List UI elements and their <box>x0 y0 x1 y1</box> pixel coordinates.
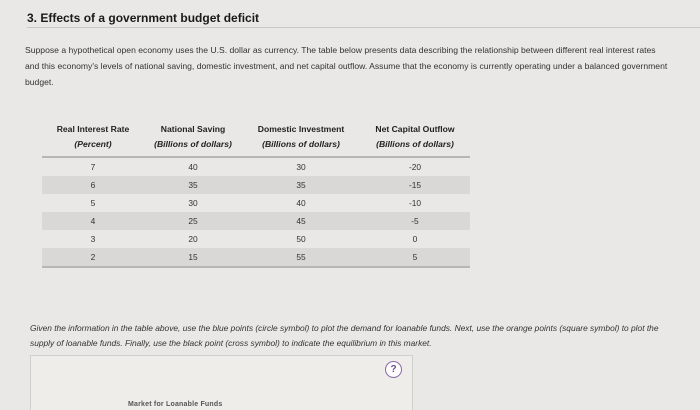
graph-title: Market for Loanable Funds <box>128 401 223 408</box>
data-table <box>42 124 470 268</box>
header-real-interest-rate <box>42 124 144 157</box>
table-cell: -10 <box>408 198 422 208</box>
table-row <box>42 194 470 212</box>
table-cell: 4 <box>42 212 144 230</box>
table-cell: 35 <box>242 176 360 194</box>
help-button[interactable] <box>385 361 402 378</box>
table-cell: 30 <box>296 162 306 172</box>
table-cell: 7 <box>90 162 96 172</box>
table-cell: 20 <box>188 234 198 244</box>
header-domestic-investment <box>242 124 360 157</box>
header-label: National Saving <box>160 124 226 134</box>
header-unit: (Percent) <box>74 139 112 149</box>
header-label: Net Capital Outflow <box>375 124 455 134</box>
header-unit: (Billions of dollars) <box>262 139 340 149</box>
table-cell: 25 <box>144 212 242 230</box>
table-row <box>42 230 470 248</box>
table-cell: -15 <box>360 176 470 194</box>
table-cell: -5 <box>360 212 470 230</box>
table-cell: 6 <box>42 176 144 194</box>
table-row <box>42 212 470 230</box>
question-mark-icon: ? <box>390 363 397 375</box>
table-cell: 0 <box>412 234 418 244</box>
table-cell: 30 <box>188 198 198 208</box>
table-row <box>42 248 470 267</box>
table-cell: -20 <box>408 162 422 172</box>
table-row <box>42 176 470 194</box>
table-header-row <box>42 124 470 157</box>
table-cell: 40 <box>296 198 306 208</box>
table-cell: 2 <box>42 248 144 267</box>
header-national-saving <box>144 124 242 157</box>
title-divider <box>27 27 700 28</box>
table-cell: 50 <box>296 234 306 244</box>
table-cell: 15 <box>144 248 242 267</box>
intro-paragraph: Suppose a hypothetical open economy uses the U.S. dollar as currency. The table below presents data describing the relationship between different real interest rates and this economy's levels of national saving, domestic investment, and net capital outflow. Assume that the economy is currently operating under a balanced government budget. <box>25 45 668 87</box>
table-cell: 3 <box>90 234 96 244</box>
table-cell: 40 <box>188 162 198 172</box>
header-net-capital-outflow <box>360 124 470 157</box>
header-unit: (Billions of dollars) <box>154 139 232 149</box>
table-cell: 55 <box>242 248 360 267</box>
header-label: Domestic Investment <box>257 124 345 134</box>
table-cell: 5 <box>90 198 96 208</box>
table-cell: 35 <box>144 176 242 194</box>
graph-instructions: Given the information in the table above, use the blue points (circle symbol) to plot the demand for loanable funds. Next, use the orange points (square symbol) to plot the supply of loanable funds. Finally, use the black point (cross symbol) to indicate the equilibrium in this market. <box>30 323 659 348</box>
header-label: Real Interest Rate <box>56 124 130 134</box>
table-cell: 45 <box>242 212 360 230</box>
table-row <box>42 157 470 176</box>
table-cell: 5 <box>360 248 470 267</box>
header-unit: (Billions of dollars) <box>376 139 454 149</box>
section-title: 3. Effects of a government budget deficit <box>27 11 260 25</box>
